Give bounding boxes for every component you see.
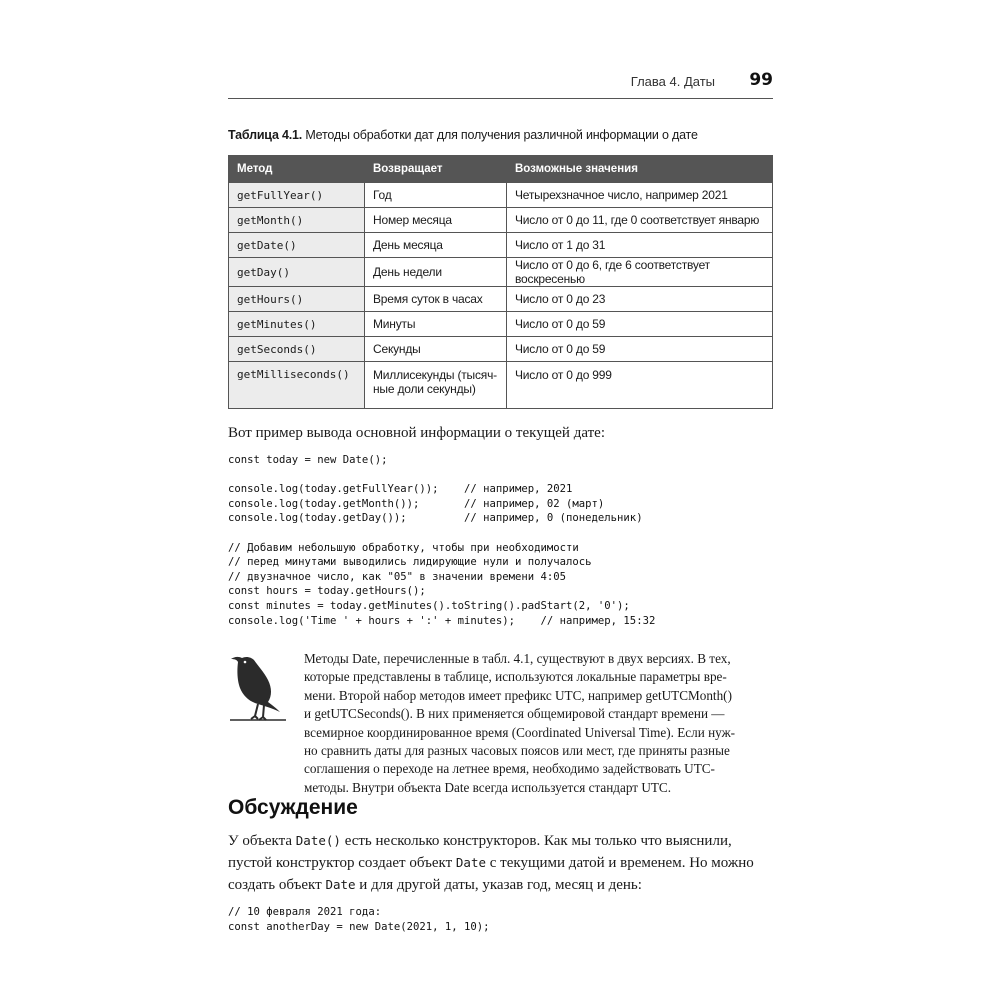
values-cell: Число от 0 до 6, где 6 соответствует воскресенью xyxy=(507,258,773,287)
table-row xyxy=(229,337,773,362)
values-cell: Число от 0 до 23 xyxy=(507,287,773,312)
returns-cell: Время суток в часах xyxy=(365,287,507,312)
text-span: создать объект xyxy=(228,877,326,893)
inline-code: Date xyxy=(325,877,356,892)
method-cell: getMinutes() xyxy=(229,312,365,337)
method-cell: getHours() xyxy=(229,287,365,312)
returns-cell: Секунды xyxy=(365,337,507,362)
section-paragraph-line xyxy=(228,874,642,896)
values-cell: Число от 0 до 11, где 0 соответствует январю xyxy=(507,208,773,233)
note-line: соглашения о переходе на летнее время, необходимо задействовать UTC- xyxy=(304,761,715,777)
table-row xyxy=(229,258,773,287)
text-span: с текущими датой и временем. Но можно xyxy=(486,855,754,871)
returns-cell: Номер месяца xyxy=(365,208,507,233)
returns-cell xyxy=(365,362,507,409)
table-row xyxy=(229,183,773,208)
values-cell: Число от 1 до 31 xyxy=(507,233,773,258)
text-span: У объекта xyxy=(228,833,296,849)
values-cell: Число от 0 до 59 xyxy=(507,312,773,337)
code-example-another-day: // 10 февраля 2021 года: const anotherDay = new Date(2021, 1, 10); xyxy=(228,906,490,933)
inline-code: Date xyxy=(455,855,487,870)
section-paragraph-line xyxy=(228,852,754,874)
running-header xyxy=(228,70,773,99)
table-row xyxy=(229,287,773,312)
table-caption-text: Методы обработки дат для получения различной информации о дате xyxy=(305,128,698,142)
text-span: и для другой даты, указав год, месяц и день: xyxy=(355,877,642,893)
column-header-returns: Возвращает xyxy=(365,156,507,183)
returns-cell: Минуты xyxy=(365,312,507,337)
values-cell: Число от 0 до 999 xyxy=(507,362,773,409)
method-cell: getMilliseconds() xyxy=(229,362,365,409)
code-example-today: const today = new Date(); console.log(today.getFullYear()); // например, 2021 console.log(today.getMonth()); // например, 02 (март) console.log(today.getDay()); // например, 0 (понедельник) // Добавим небольшую обработку, чтобы при необходимости // перед минутами выводились лидирующие нули и получалось // двузначное число, как "05" в значении времени 4:05 const hours = today.getHours(); const minutes = today.getMinutes().toString().padStart(2, '0'); console.log('Time ' + hours + ':' + minutes); // например, 15:32 xyxy=(228,454,656,627)
note-line: мени. Второй набор методов имеет префикс UTC, например getUTCMonth() xyxy=(304,687,732,703)
returns-cell-line: ные доли секунды) xyxy=(373,382,476,396)
returns-cell: Год xyxy=(365,183,507,208)
text-span: пустой конструктор создает объект xyxy=(228,855,456,871)
column-header-values: Возможные значения xyxy=(507,156,773,183)
table-caption-label: Таблица 4.1. xyxy=(228,128,303,142)
page-number: 99 xyxy=(749,70,773,90)
date-methods-table xyxy=(228,155,773,409)
crow-icon xyxy=(228,650,288,725)
text-span: есть несколько конструкторов. Как мы только что выяснили, xyxy=(340,833,732,849)
note-line: всемирное координированное время (Coordinated Universal Time). Если нуж- xyxy=(304,724,736,740)
note-line: методы. Внутри объекта Date всегда используется стандарт UTC. xyxy=(304,779,671,795)
table-caption xyxy=(228,128,698,142)
method-cell: getDay() xyxy=(229,258,365,287)
values-cell: Четырехзначное число, например 2021 xyxy=(507,183,773,208)
note-line: но сравнить даты для разных часовых поясов или мест, где приняты разные xyxy=(304,743,730,759)
method-cell: getMonth() xyxy=(229,208,365,233)
note-line: Методы Date, перечисленные в табл. 4.1, существуют в двух версиях. В тех, xyxy=(304,651,731,666)
inline-code: Date() xyxy=(295,833,341,848)
returns-cell: День месяца xyxy=(365,233,507,258)
values-cell: Число от 0 до 59 xyxy=(507,337,773,362)
method-cell: getSeconds() xyxy=(229,337,365,362)
table-header-row xyxy=(229,156,773,183)
returns-cell: День недели xyxy=(365,258,507,287)
table-row xyxy=(229,362,773,409)
table-row xyxy=(229,312,773,337)
section-title: Обсуждение xyxy=(228,796,358,819)
note-line: которые представлены в таблице, используются локальные параметры вре- xyxy=(304,669,727,685)
table-row xyxy=(229,233,773,258)
chapter-title: Глава 4. Даты xyxy=(630,74,715,89)
note-line: и getUTCSeconds(). В них применяется общемировой стандарт времени — xyxy=(304,706,725,722)
intro-paragraph: Вот пример вывода основной информации о текущей дате: xyxy=(228,425,605,441)
column-header-method: Метод xyxy=(229,156,365,183)
method-cell: getDate() xyxy=(229,233,365,258)
returns-cell-line: Миллисекунды (тысяч- xyxy=(373,368,497,382)
section-paragraph-line xyxy=(228,830,732,852)
table-row xyxy=(229,208,773,233)
note-paragraph xyxy=(304,650,773,797)
method-cell: getFullYear() xyxy=(229,183,365,208)
